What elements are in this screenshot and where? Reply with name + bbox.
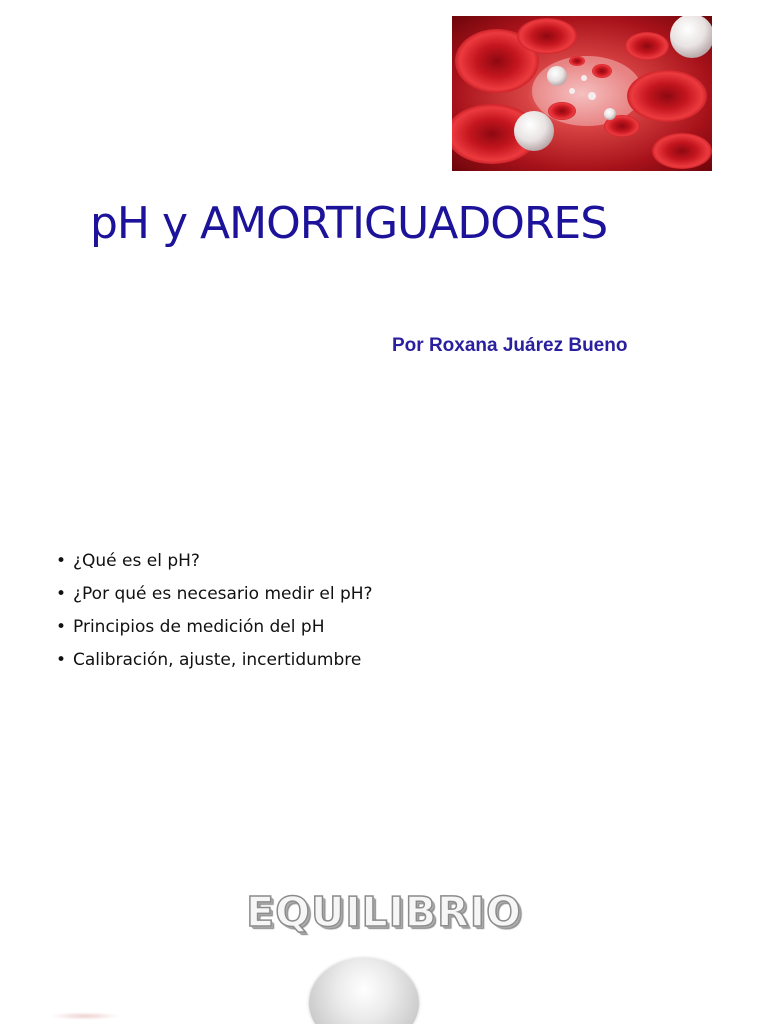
bullet-marker: • [56,650,67,670]
bullet-text: ¿Por qué es necesario medir el pH? [73,584,373,604]
bullet-item [56,611,373,644]
bullet-list [56,545,373,677]
slide-title: pH y AMORTIGUADORES [90,198,608,249]
bullet-marker: • [56,584,67,604]
bullet-item [56,578,373,611]
bullet-marker: • [56,551,67,571]
equilibrio-word-art: EQUILIBRIO [246,888,522,936]
balance-scale-pan [309,958,419,1024]
bullet-text: Calibración, ajuste, incertidumbre [73,650,362,670]
author-line: Por Roxana Juárez Bueno [392,335,628,356]
bullet-item [56,545,373,578]
decorative-smudge [50,1012,120,1020]
bullet-text: Principios de medición del pH [73,617,325,637]
bullet-item [56,644,373,677]
blood-cells-image [452,16,712,171]
bullet-text: ¿Qué es el pH? [73,551,200,571]
bullet-marker: • [56,617,67,637]
